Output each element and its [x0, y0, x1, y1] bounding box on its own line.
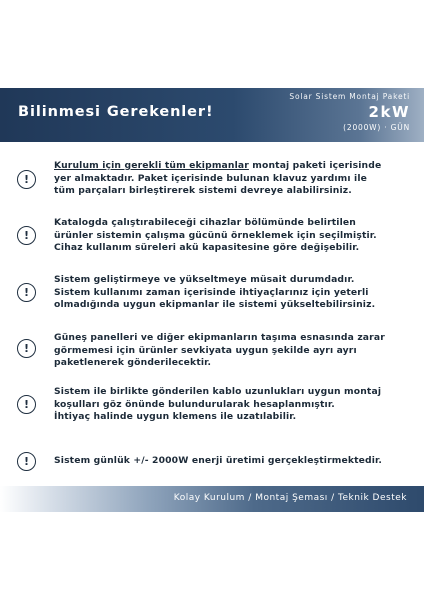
info-item-text: [54, 217, 410, 255]
info-item-text: [54, 160, 410, 198]
exclamation-circle-icon: !: [17, 395, 36, 414]
info-item-text: [54, 386, 410, 424]
info-item-line: görmemesi için ürünler sevkiyata uygun şekilde ayrı ayrı: [54, 344, 357, 356]
info-item-line: yer almaktadır. Paket içerisinde bulunan klavuz yardımı ile: [54, 172, 368, 184]
info-item-line: paketlenerek gönderilecektir.: [54, 357, 212, 368]
info-item-line: koşulları göz önünde bulundurularak hesaplanmıştır.: [54, 398, 335, 410]
info-item-highlight: Kurulum için gerekli tüm ekipmanlar: [54, 160, 249, 171]
product-power: 2kW: [368, 103, 410, 121]
info-item-text: [54, 332, 410, 370]
exclamation-circle-icon: !: [17, 226, 36, 245]
page-title: Bilinmesi Gerekenler!: [18, 104, 214, 120]
info-item-line: tüm parçaları birleştirerek sistemi devreye alabilirsiniz.: [54, 185, 352, 196]
product-info: [289, 92, 410, 132]
info-item-text: [54, 274, 410, 312]
info-item-line: Cihaz kullanım süreleri akü kapasitesine göre değişebilir.: [54, 242, 360, 253]
exclamation-circle-icon: !: [17, 452, 36, 471]
product-subtitle: Solar Sistem Montaj Paketi: [289, 92, 410, 101]
info-item-line: Sistem kullanımı zaman içerisinde ihtiyaçlarınız için yeterli: [54, 286, 369, 298]
info-item-line: montaj paketi içerisinde: [248, 160, 382, 171]
info-item-line: Katalogda çalıştırabileceği cihazlar bölümünde belirtilen: [54, 217, 356, 228]
info-item-line: ürünler sistemin çalışma gücünü örneklemek için seçilmiştir.: [54, 229, 377, 241]
info-item-line: İhtiyaç halinde uygun klemens ile uzatılabilir.: [54, 411, 297, 422]
info-item-text: [54, 455, 410, 468]
exclamation-circle-icon: !: [17, 170, 36, 189]
exclamation-circle-icon: !: [17, 339, 36, 358]
header-banner: [0, 88, 424, 142]
info-item-line: Sistem günlük +/- 2000W enerji üretimi gerçekleştirmektedir.: [54, 455, 383, 466]
footer-banner: [0, 486, 424, 512]
exclamation-circle-icon: !: [17, 283, 36, 302]
info-item-line: Güneş panelleri ve diğer ekipmanların taşıma esnasında zarar: [54, 332, 385, 343]
info-item-line: Sistem ile birlikte gönderilen kablo uzunlukları uygun montaj: [54, 386, 382, 397]
info-item-line: olmadığında uygun ekipmanlar ile sistemi yükseltebilirsiniz.: [54, 299, 376, 310]
info-item-line: Sistem geliştirmeye ve yükseltmeye müsait durumdadır.: [54, 274, 355, 285]
product-detail: (2000W) · GÜN: [343, 123, 410, 132]
footer-text: Kolay Kurulum / Montaj Şeması / Teknik Destek: [173, 493, 407, 503]
